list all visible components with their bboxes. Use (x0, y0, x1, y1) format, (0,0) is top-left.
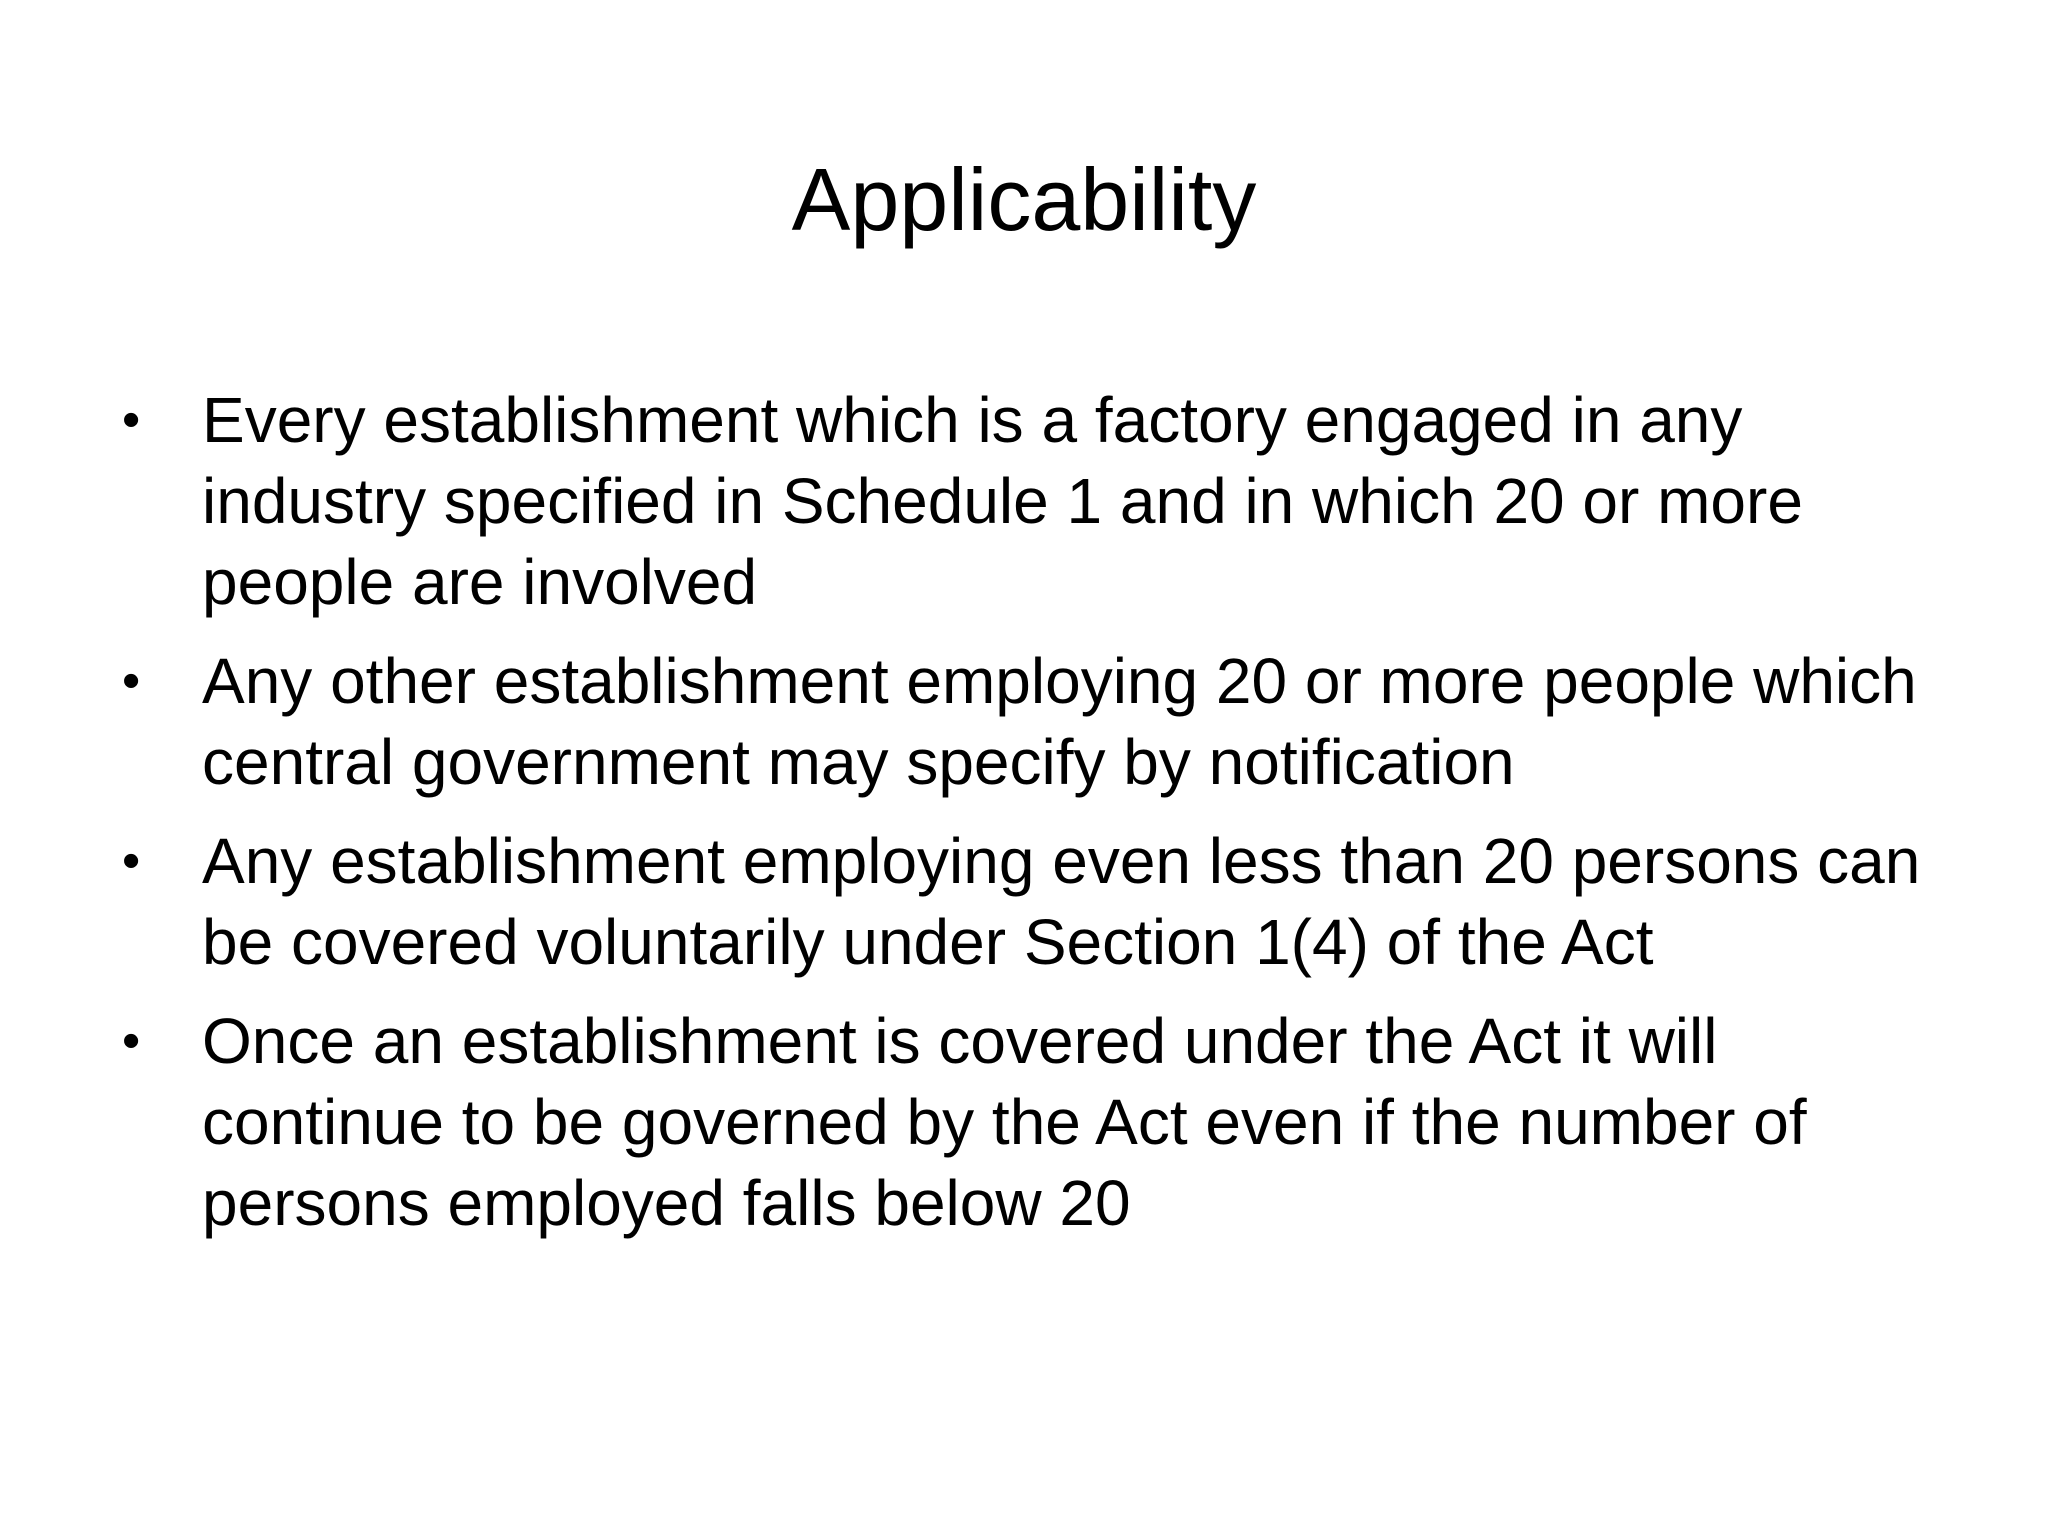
slide-title: Applicability (791, 150, 1257, 249)
bullet-text: Every establishment which is a factory engaged in any industry specified in Schedule 1 and in which 20 or more people are involved (202, 384, 1803, 618)
bullet-item (122, 821, 1942, 983)
bullet-item (122, 641, 1942, 803)
bullet-dot-icon: • (122, 391, 141, 449)
bullet-dot-icon: • (122, 652, 141, 710)
bullet-item (122, 1001, 1942, 1244)
bullet-text: Any other establishment employing 20 or more people which central government may specify by notification (202, 645, 1917, 798)
bullet-text: Once an establishment is covered under the Act it will continue to be governed by the Act even if the number of persons employed falls below 20 (202, 1005, 1807, 1239)
bullet-list (122, 380, 1942, 1262)
bullet-dot-icon: • (122, 1012, 141, 1070)
bullet-item (122, 380, 1942, 623)
bullet-dot-icon: • (122, 832, 141, 890)
bullet-text: Any establishment employing even less than 20 persons can be covered voluntarily under Section 1(4) of the Act (202, 825, 1921, 978)
